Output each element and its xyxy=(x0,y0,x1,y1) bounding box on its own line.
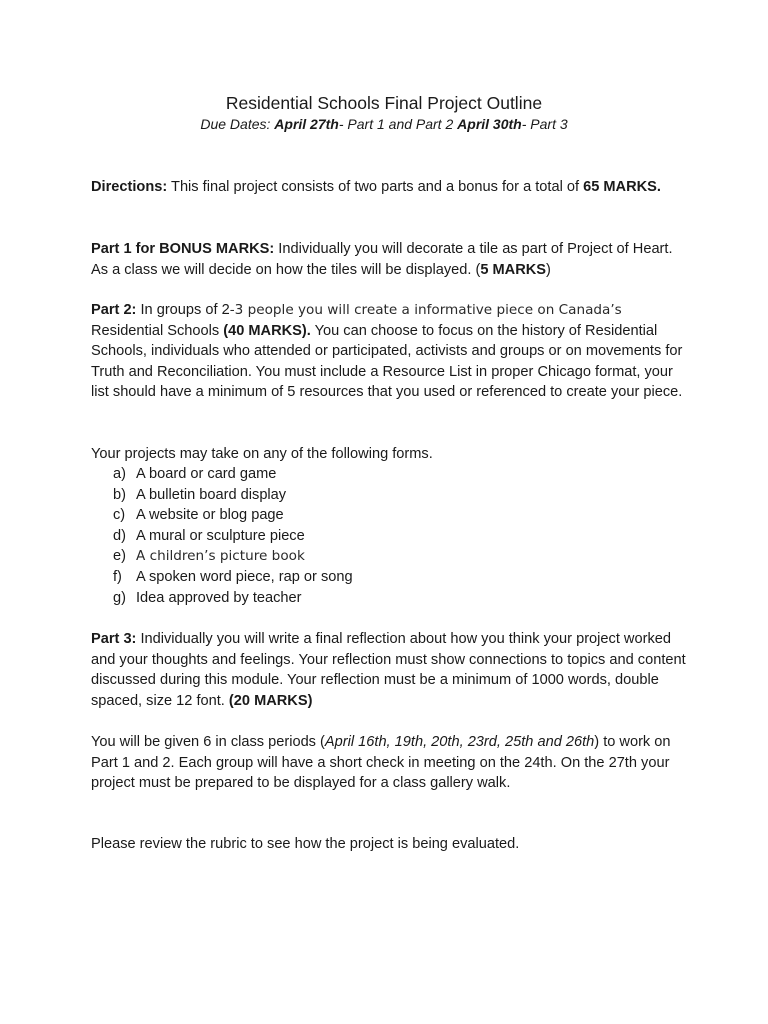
list-item xyxy=(91,464,651,485)
list-item xyxy=(91,567,651,588)
part-3-marks: (20 MARKS) xyxy=(228,692,313,709)
list-item-text: A bulletin board display xyxy=(136,486,287,503)
directions-label: Directions: xyxy=(91,179,168,195)
list-marker: g) xyxy=(113,589,126,606)
directions-text: This final project consists of two parts and a bonus for a total of xyxy=(167,179,584,195)
part-2-text-b: -3 people you will create a informative piece on Canada’s xyxy=(229,302,622,318)
list-item-text: A board or card game xyxy=(136,466,277,482)
due-dates-part-3-label: - Part 3 xyxy=(521,116,568,132)
part-2-marks: (40 MARKS). xyxy=(223,322,311,339)
due-date-part-3: April 30th xyxy=(457,116,522,132)
list-item xyxy=(91,546,651,567)
schedule-dates: April 16th, 19th, 20th, 23rd, 25th and 26th xyxy=(324,734,595,750)
part-3-label: Part 3: xyxy=(91,631,137,647)
list-marker: d) xyxy=(113,527,126,544)
list-marker: b) xyxy=(113,486,126,503)
rubric-note: Please review the rubric to see how the project is being evaluated. xyxy=(91,836,520,852)
list-marker: c) xyxy=(113,507,126,524)
due-dates-prefix: Due Dates: xyxy=(200,116,275,132)
list-marker: f) xyxy=(113,568,122,585)
part-3-text: Individually you will write a final reflection about how you think your project worked and your thoughts and feelings. Your reflection must show connections to topics and content discussed during this module. Your reflection must be a minimum of 1000 words, double spaced, size 12 font. xyxy=(91,631,686,709)
directions-paragraph xyxy=(91,177,691,198)
list-marker: e) xyxy=(113,548,126,565)
list-item xyxy=(91,526,651,547)
directions-total: 65 MARKS. xyxy=(583,179,661,195)
list-item-text: A children’s picture book xyxy=(136,548,305,565)
list-item xyxy=(91,505,651,526)
due-dates xyxy=(0,115,768,133)
part-2-text-d: You can choose to focus on the history of Residential Schools, individuals who attended or participated, activists and groups or on movements for Truth and Reconciliation. You must include a Resource List in proper Chicago format, your list should have a minimum of 5 resources that you used or referenced to create your piece. xyxy=(91,322,683,400)
list-item-text: A spoken word piece, rap or song xyxy=(136,568,353,585)
schedule-text-a: You will be given 6 in class periods ( xyxy=(91,734,325,750)
due-date-part-1-2: April 27th xyxy=(274,116,339,132)
part-1-marks: 5 MARKS xyxy=(480,261,547,278)
list-marker: a) xyxy=(113,466,126,482)
part-1-label: Part 1 for BONUS MARKS: xyxy=(91,241,275,257)
part-2-paragraph xyxy=(91,300,691,403)
forms-list xyxy=(91,464,651,608)
part-1-paragraph xyxy=(91,239,691,280)
list-item-text: Idea approved by teacher xyxy=(136,589,302,606)
schedule-text-b: ) to work on Part 1 and 2. Each group will have a short check in meeting on the 24th. On the 27th your project must be prepared to be displayed for a class gallery walk. xyxy=(91,734,671,791)
due-dates-part-1-2-label: - Part 1 and Part 2 xyxy=(338,116,458,132)
list-item-text: A website or blog page xyxy=(136,507,284,524)
document-title: Residential Schools Final Project Outline xyxy=(225,93,543,113)
part-3-paragraph xyxy=(91,629,691,711)
part-1-close: ) xyxy=(546,261,551,278)
list-item xyxy=(91,588,651,609)
forms-intro: Your projects may take on any of the following forms. xyxy=(91,446,433,462)
part-2-text-c: Residential Schools xyxy=(91,322,224,339)
list-item-text: A mural or sculpture piece xyxy=(136,527,305,544)
part-1-text: Individually you will decorate a tile as part of Project of Heart. As a class we will decide on how the tiles will be displayed. ( xyxy=(91,241,673,278)
part-2-label: Part 2: xyxy=(91,302,137,318)
part-2-text-a: In groups of 2 xyxy=(136,302,230,318)
schedule-paragraph xyxy=(91,732,691,794)
list-item xyxy=(91,485,651,506)
